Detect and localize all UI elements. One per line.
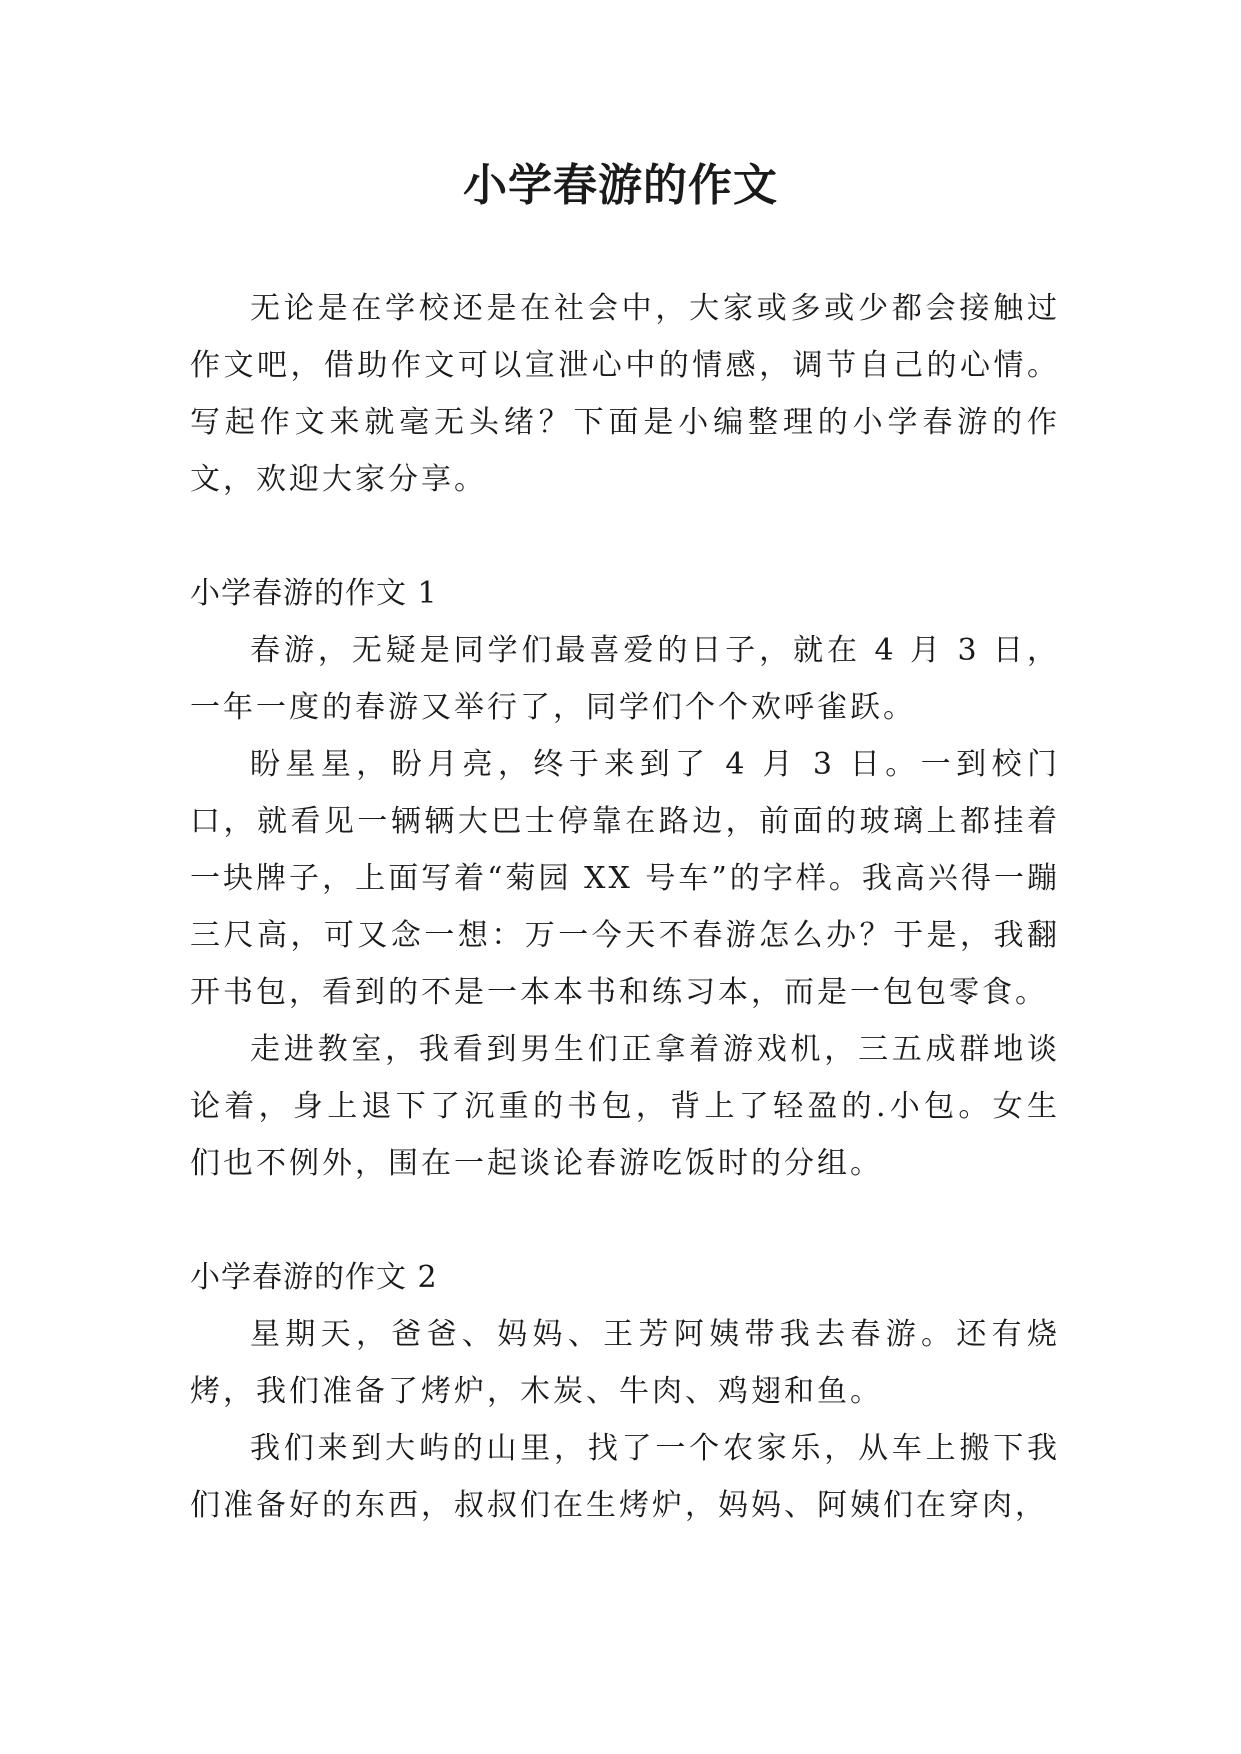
section-spacer <box>190 1192 1060 1249</box>
paragraph: 走进教室，我看到男生们正拿着游戏机，三五成群地谈论着，身上退下了沉重的书包，背上了轻盈的.小包。女生们也不例外，围在一起谈论春游吃饭时的分组。 <box>190 1032 1060 1181</box>
essay-section-1 <box>190 565 1060 1192</box>
paragraph: 春游，无疑是同学们最喜爱的日子，就在 4 月 3 日，一年一度的春游又举行了，同学们个个欢呼雀跃。 <box>190 633 1060 725</box>
section-heading: 小学春游的作文 1 <box>190 576 438 611</box>
document-body <box>190 280 1060 1534</box>
page-title: 小学春游的作文 <box>463 160 778 211</box>
section-spacer <box>190 508 1060 565</box>
paragraph: 星期天，爸爸、妈妈、王芳阿姨带我去春游。还有烧烤，我们准备了烤炉，木炭、牛肉、鸡翅和鱼。 <box>190 1317 1060 1409</box>
paragraph: 我们来到大屿的山里，找了一个农家乐，从车上搬下我们准备好的东西，叔叔们在生烤炉，妈妈、阿姨们在穿肉， <box>190 1431 1060 1523</box>
paragraph: 盼星星，盼月亮，终于来到了 4 月 3 日。一到校门口，就看见一辆辆大巴士停靠在路边，前面的玻璃上都挂着一块牌子，上面写着“菊园 XX 号车”的字样。我高兴得一蹦三尺高，可又念一想：万一今天不春游怎么办？于是，我翻开书包，看到的不是一本本书和练习本，而是一包包零食。 <box>190 747 1060 1010</box>
intro-paragraph: 无论是在学校还是在社会中，大家或多或少都会接触过作文吧，借助作文可以宣泄心中的情感，调节自己的心情。写起作文来就毫无头绪？下面是小编整理的小学春游的作文，欢迎大家分享。 <box>190 291 1060 497</box>
essay-section-2 <box>190 1249 1060 1534</box>
section-heading: 小学春游的作文 2 <box>190 1260 438 1295</box>
